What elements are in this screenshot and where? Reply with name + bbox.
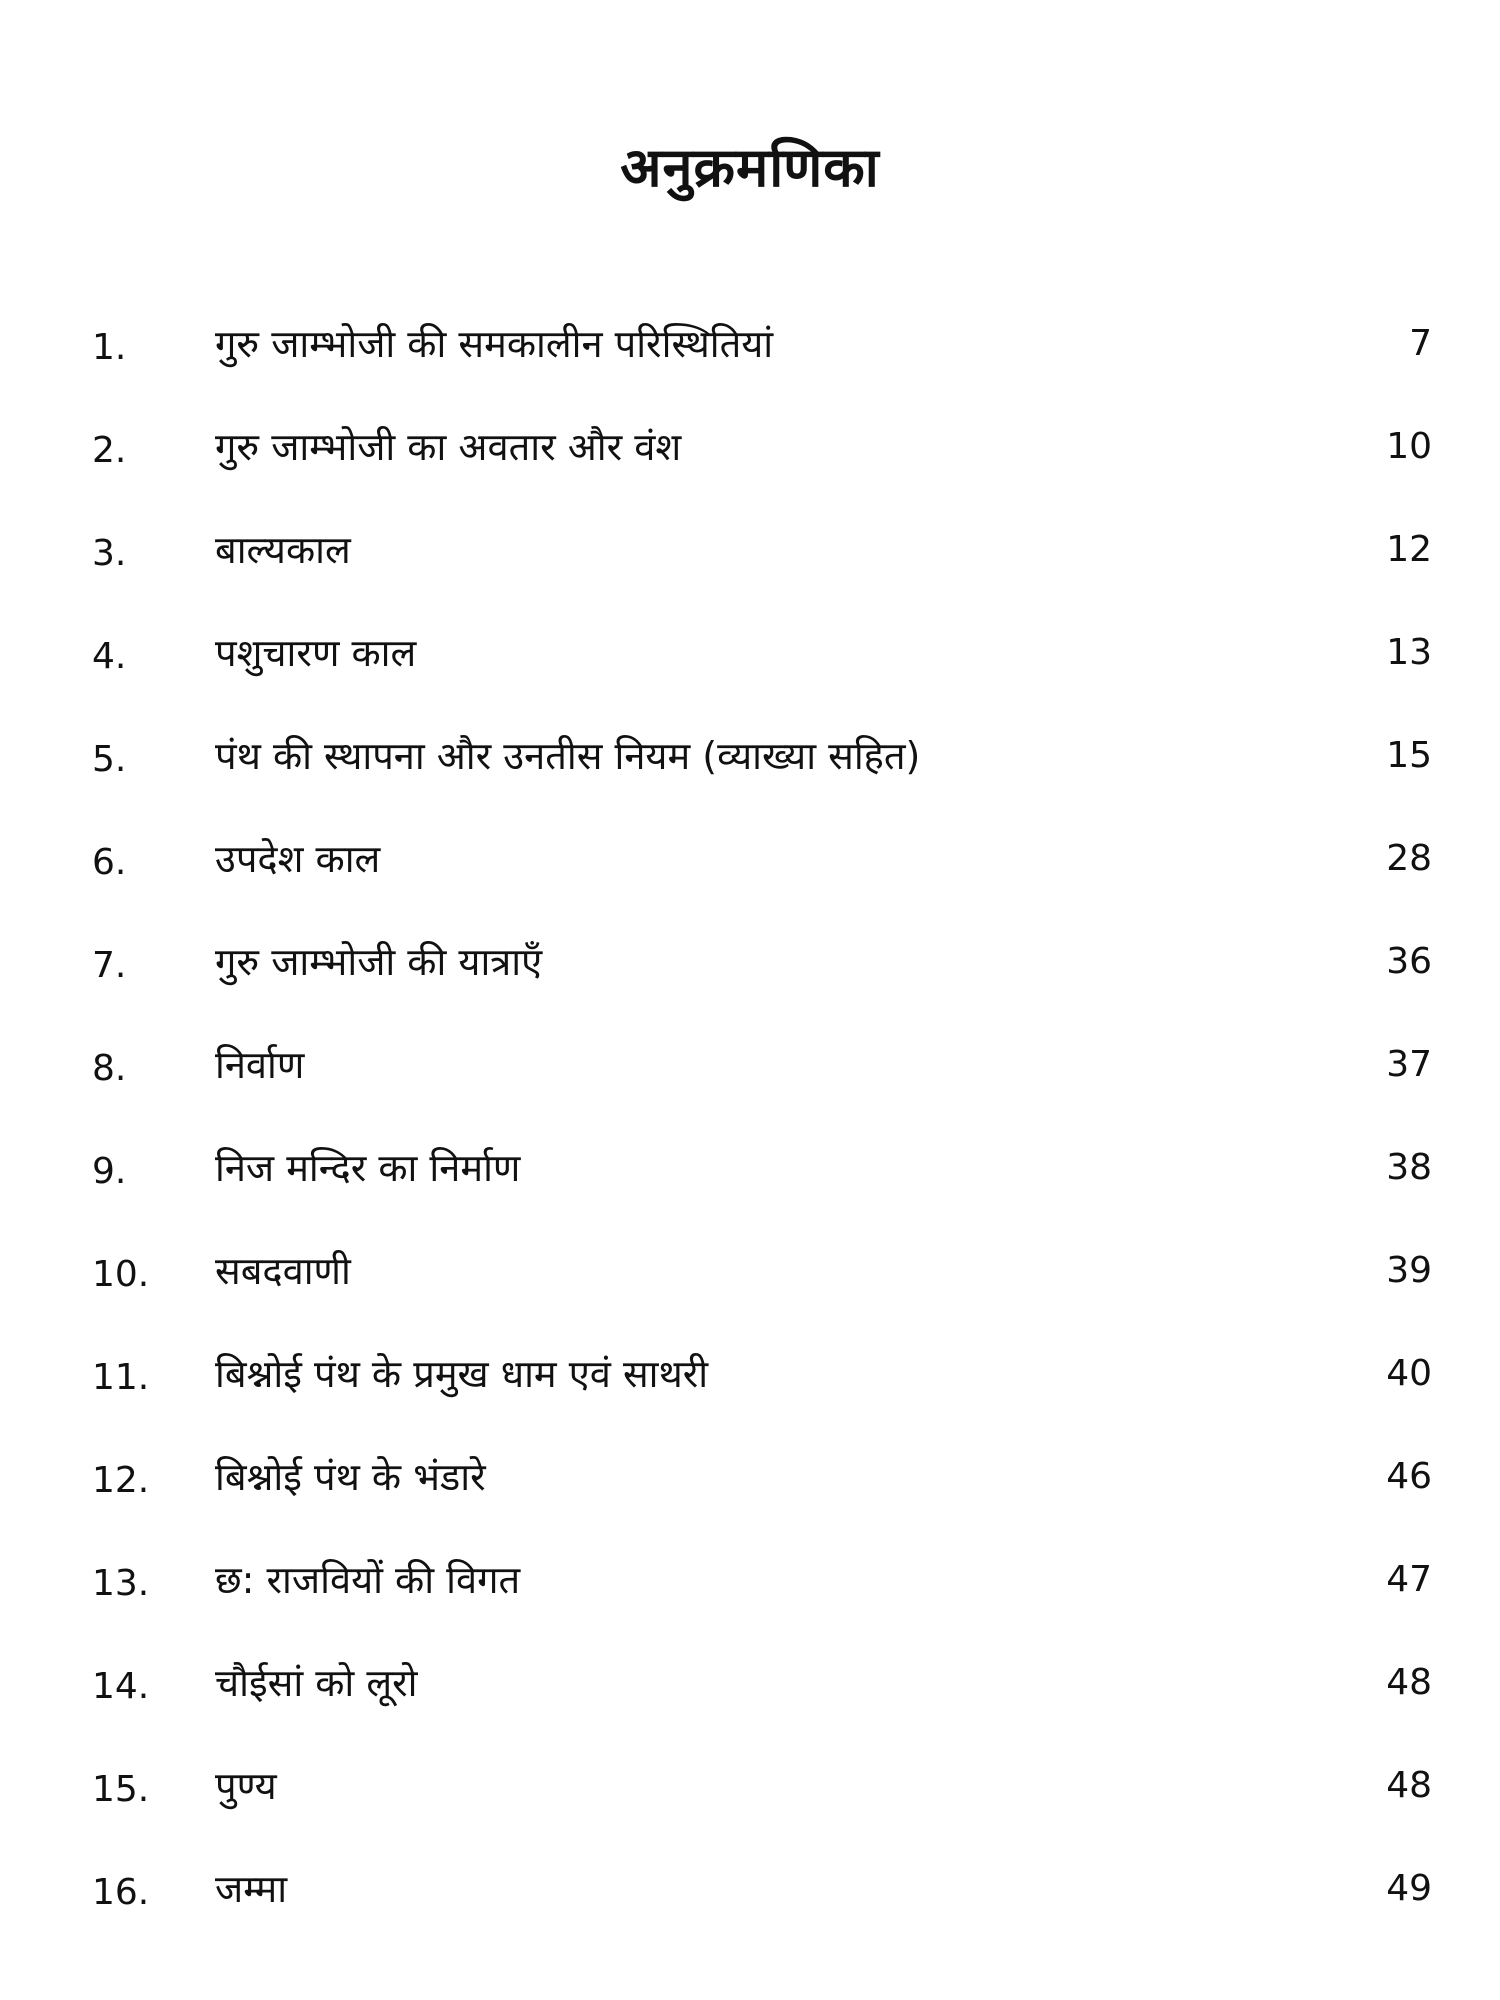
toc-entry [92,928,1432,1031]
entry-number: 1. [92,327,127,368]
entry-title: छ: राजवियों की विगत [215,1558,521,1602]
toc-entry [92,619,1432,722]
entry-number: 3. [92,533,127,574]
toc-entry [92,1134,1432,1237]
toc-entry [92,1752,1432,1855]
page-title: अनुक्रमणिका [620,136,880,200]
entry-page-number: 39 [1386,1250,1432,1291]
entry-title: पंथ की स्थापना और उनतीस नियम (व्याख्या सहित) [215,734,921,778]
entry-page-number: 15 [1386,735,1432,776]
toc-entry [92,1340,1432,1443]
entry-title: सबदवाणी [215,1249,351,1293]
entry-number: 12. [92,1460,150,1501]
entry-number: 15. [92,1769,150,1810]
toc-entry [92,1546,1432,1649]
entry-number: 7. [92,945,127,986]
toc-entry [92,1237,1432,1340]
entry-title: चौईसां को लूरो [215,1661,418,1705]
entry-page-number: 36 [1386,941,1432,982]
entry-page-number: 10 [1386,426,1432,467]
toc-entry [92,1649,1432,1752]
table-of-contents [92,310,1432,1958]
entry-title: गुरु जाम्भोजी की समकालीन परिस्थितियां [215,322,774,366]
entry-title: उपदेश काल [215,837,381,881]
entry-number: 2. [92,430,127,471]
entry-page-number: 47 [1386,1559,1432,1600]
entry-title: बिश्नोई पंथ के प्रमुख धाम एवं साथरी [215,1352,709,1396]
entry-number: 4. [92,636,127,677]
entry-title: बाल्यकाल [215,528,351,572]
entry-page-number: 48 [1386,1662,1432,1703]
toc-entry [92,516,1432,619]
entry-number: 6. [92,842,127,883]
entry-number: 8. [92,1048,127,1089]
toc-entry [92,310,1432,413]
entry-page-number: 13 [1386,632,1432,673]
toc-entry [92,1855,1432,1958]
entry-number: 10. [92,1254,150,1295]
entry-page-number: 48 [1386,1765,1432,1806]
entry-number: 11. [92,1357,150,1398]
toc-entry [92,1031,1432,1134]
entry-page-number: 49 [1386,1868,1432,1909]
entry-page-number: 46 [1386,1456,1432,1497]
entry-number: 16. [92,1872,150,1913]
entry-number: 5. [92,739,127,780]
entry-page-number: 12 [1386,529,1432,570]
toc-entry [92,413,1432,516]
toc-entry [92,825,1432,928]
entry-page-number: 28 [1386,838,1432,879]
entry-title: गुरु जाम्भोजी की यात्राएँ [215,940,543,984]
entry-page-number: 40 [1386,1353,1432,1394]
entry-title: निर्वाण [215,1043,305,1087]
entry-page-number: 7 [1409,323,1432,364]
entry-title: पुण्य [215,1764,277,1808]
entry-number: 14. [92,1666,150,1707]
entry-title: पशुचारण काल [215,631,417,675]
toc-entry [92,722,1432,825]
entry-number: 13. [92,1563,150,1604]
entry-number: 9. [92,1151,127,1192]
entry-page-number: 37 [1386,1044,1432,1085]
toc-entry [92,1443,1432,1546]
entry-title: बिश्नोई पंथ के भंडारे [215,1455,486,1499]
entry-title: निज मन्दिर का निर्माण [215,1146,521,1190]
entry-title: जम्मा [215,1867,288,1911]
entry-page-number: 38 [1386,1147,1432,1188]
entry-title: गुरु जाम्भोजी का अवतार और वंश [215,425,682,469]
